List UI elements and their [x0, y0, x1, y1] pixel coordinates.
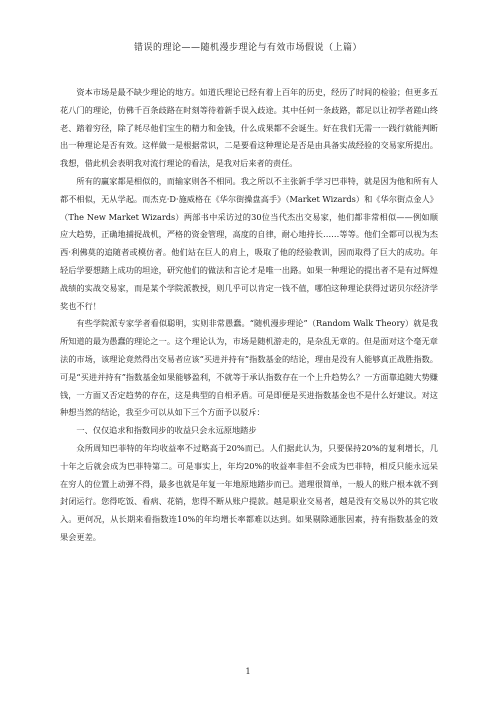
document-body [60, 84, 438, 547]
paragraph: 有些学院派专家学者看似聪明，实则非常愚蠢。“随机漫步理论”（Random Walk Theory）就是我所知道的最为愚蠢的理论之一。这个理论认为，市场是随机游走的，是杂乱无章的。但是面对这个毫无章法的市场，该理论竟然得出交易者应该“买进并持有”指数基金的结论，理由是没有人能够真正战胜指数。可是“买进并持有”指数基金如果能够盈利，不就等于承认指数存在一个上升趋势么？一方面靠追随大势赚钱，一方面又否定趋势的存在，这是典型的自相矛盾。可是即便是买进指数基金也不是什么好建议。对这种想当然的结论，我至少可以从如下三个方面予以驳斥： [60, 318, 438, 418]
paragraph: 众所周知巴菲特的年均收益率不过略高于20%而已。人们据此认为，只要保持20%的复利增长，几十年之后就会成为巴菲特第二。可是事实上，年均20%的收益率非但不会成为巴菲特，相反只能永远呆在穷人的位置上动弹不得，最多也就是年复一年地原地踏步而已。道理很简单，一般人的账户根本就不到封闭运行。您得吃饭、看病、花销，您得不断从账户提款。越是职业交易者，越是没有交易以外的其它收入。更何况，从长期来看指数连10%的年均增长率都难以达到。如果剔除通胀因素，持有指数基金的效果会更差。 [60, 442, 438, 542]
document-title: 错误的理论——随机漫步理论与有效市场假说（上篇） [133, 43, 362, 53]
paragraph: 所有的赢家都是相似的，而输家则各不相同。我之所以不主张新手学习巴菲特，就是因为他和所有人都不相似，无从学起。而杰克·D·施威格在《华尔街操盘高手》（Market Wizards）和《华尔街点金人》（The New Market Wizards）两部书中采访过的30位当代杰出交易家，他们都非常相似——例如顺应大趋势，正确地捕捉战机，严格的资金管理，高度的自律，耐心地持长……等等。他们全都可以视为杰西·利佛莫的追随者或模仿者。他们站在巨人的肩上，吸取了他的经验教训，因而取得了巨大的成功。年轻后学要想踏上成功的坦途，研究他们的做法和言论才是唯一出路。如果一种理论的提出者不是有过辉煌战绩的实战交易家，而是某个学院派教授，则几乎可以肯定一钱不值，哪怕这种理论获得过诺贝尔经济学奖也不行！ [60, 175, 438, 311]
paragraph: 资本市场是最不缺少理论的地方。如道氏理论已经有着上百年的历史，经历了时间的检验；但更多五花八门的理论，仿佛千百条歧路在时刻等待着新手误入歧途。其中任何一条歧路，都足以让初学者蹉山终老、踏着穷径，除了耗尽他们宝生的精力和金钱，什么成果都不会诞生。好在我们无需一一践行就能判断出一种理论是否有效。这样做一是根据常识，二是要看这种理论是否是由具备实战经验的交易家所提出。我想，借此机会表明我对流行理论的看法，是我对后来者的责任。 [60, 87, 438, 169]
page-number: 1 [245, 667, 251, 676]
section-heading: 一、仅仅追求和指数同步的收益只会永远原地踏步 [76, 425, 257, 436]
